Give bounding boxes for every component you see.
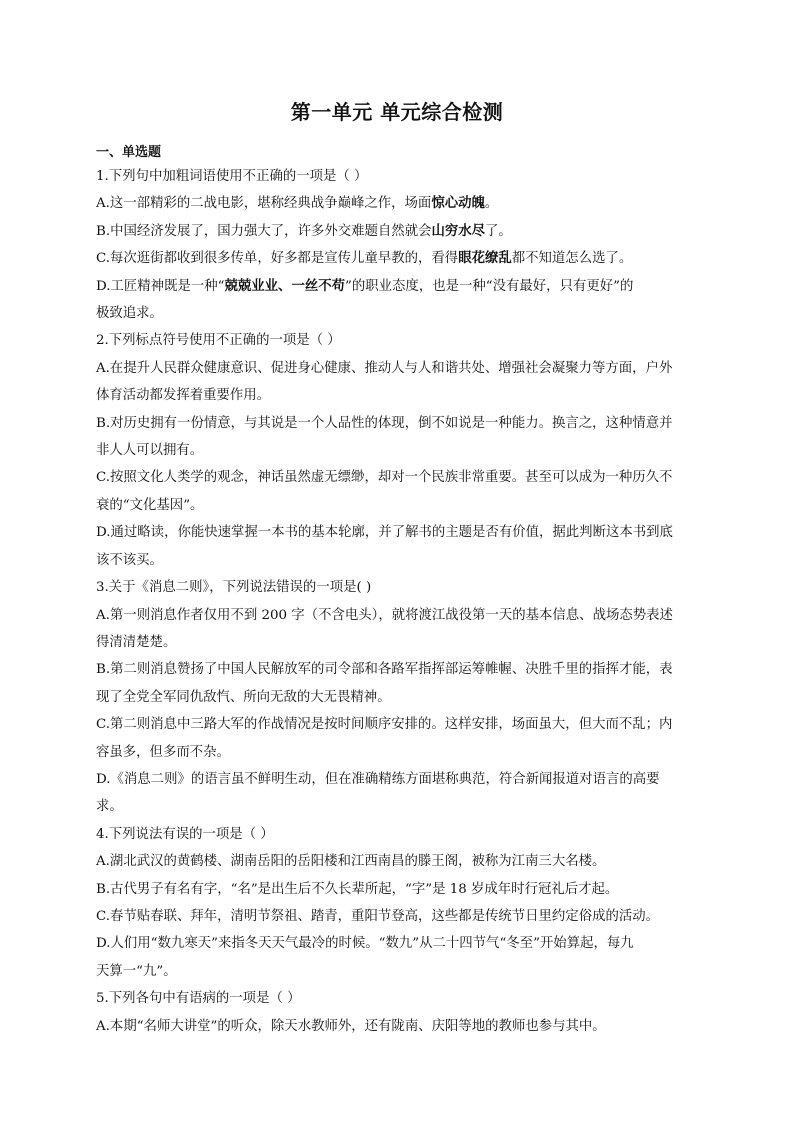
bold-term: 惊心动魄 (431, 195, 485, 212)
question-5-line: A.本期“名师大讲堂”的听众，除天水教师外，还有陇南、庆阳等地的教师也参与其中。 (96, 1018, 606, 1034)
option-text: 。 (484, 196, 499, 212)
question-2-line: D.通过略读，你能快速掌握一本书的基本轮廓，并了解书的主题是否有价值，据此判断这本书到底 (96, 525, 673, 541)
question-3-line: 现了全党全军同仇敌忾、所向无敌的大无畏精神。 (96, 689, 391, 705)
question-4-line: B.古代男子有名有字，“名”是出生后不久长辈所起，“字”是 18 岁成年时行冠礼后才起。 (96, 881, 619, 897)
question-2-line: 体育活动都发挥着重要作用。 (96, 388, 271, 404)
section-heading: 一、单选题 (96, 145, 162, 160)
page-title: 第一单元 单元综合检测 (290, 100, 504, 124)
document-body (96, 143, 700, 1040)
question-5-stem: 5.下列各句中有语病的一项是（ ） (96, 991, 301, 1007)
bold-term: 兢兢业业、一丝不苟 (224, 277, 346, 294)
question-1-option-c (96, 245, 700, 272)
question-4-line: C.春节贴春联、拜年，清明节祭祖、踏青，重阳节登高，这些都是传统节日里约定俗成的活动。 (96, 908, 660, 924)
question-1-stem: 1.下列句中加粗词语使用不正确的一项是（ ） (96, 169, 368, 184)
option-text: 都不知道怎么选了。 (511, 251, 633, 267)
question-2-stem: 2.下列标点符号使用不正确的一项是（ ） (96, 333, 341, 349)
question-1-option-d-cont: 极致追求。 (96, 306, 163, 322)
question-2-line: 衰的“文化基因”。 (96, 497, 204, 513)
option-text: A.这一部精彩的二战电影，堪称经典战争巅峰之作，场面 (96, 196, 432, 212)
option-text: D.工匠精神既是一种“ (96, 278, 225, 294)
question-1-option-a (96, 190, 700, 217)
question-4-line: D.人们用“数九寒天”来指冬天天气最冷的时候。“数九”从二十四节气“冬至”开始算起，每九 (96, 936, 634, 952)
question-3-stem: 3.关于《消息二则》，下列说法错误的一项是( ) (96, 580, 372, 596)
question-2-line: A.在提升人民群众健康意识、促进身心健康、推动人与人和谐共处、增强社会凝聚力等方面，户外 (96, 360, 673, 376)
question-2-line: C.按照文化人类学的观念，神话虽然虚无缥缈，却对一个民族非常重要。甚至可以成为一种历久不 (96, 470, 673, 486)
question-3-line: D.《消息二则》的语言虽不鲜明生动，但在准确精练方面堪称典范，符合新闻报道对语言的高要 (96, 771, 660, 787)
question-1-option-b (96, 218, 700, 245)
question-3-line: 得清清楚楚。 (96, 634, 177, 650)
question-3-line: 容虽多，但多而不杂。 (96, 744, 230, 760)
question-2-line: B.对历史拥有一份情意，与其说是一个人品性的体现，倒不如说是一种能力。换言之，这种情意并 (96, 415, 673, 431)
question-4-line: A.湖北武汉的黄鹤楼、湖南岳阳的岳阳楼和江西南昌的滕王阁，被称为江南三大名楼。 (96, 854, 606, 870)
bold-term: 眼花缭乱 (458, 250, 512, 267)
question-4-line: 天算一“九”。 (96, 963, 177, 979)
question-3-line: A.第一则消息作者仅用不到 200 字（不含电头），就将渡江战役第一天的基本信息、战场态势表述 (96, 607, 673, 623)
option-text: C.每次逛街都收到很多传单，好多都是宣传儿童早教的，看得 (96, 251, 459, 267)
option-text: 了。 (485, 223, 512, 239)
question-2-line: 该不该买。 (96, 552, 163, 568)
question-3-line: B.第二则消息赞扬了中国人民解放军的司令部和各路军指挥部运筹帷幄、决胜千里的指挥才能，表 (96, 662, 673, 678)
option-text: B.中国经济发展了，国力强大了，许多外交难题自然就会 (96, 223, 432, 239)
bold-term: 山穷水尽 (431, 222, 486, 239)
question-1-option-d (96, 273, 700, 300)
question-4-stem: 4.下列说法有误的一项是（ ） (96, 826, 274, 842)
question-3-line: C.第二则消息中三路大军的作战情况是按时间顺序安排的。这样安排，场面虽大，但大而不乱；内 (96, 717, 673, 733)
option-text: ”的职业态度，也是一种“没有最好，只有更好”的 (345, 278, 634, 294)
question-3-line: 求。 (96, 799, 123, 815)
question-2-line: 非人人可以拥有。 (96, 443, 204, 459)
